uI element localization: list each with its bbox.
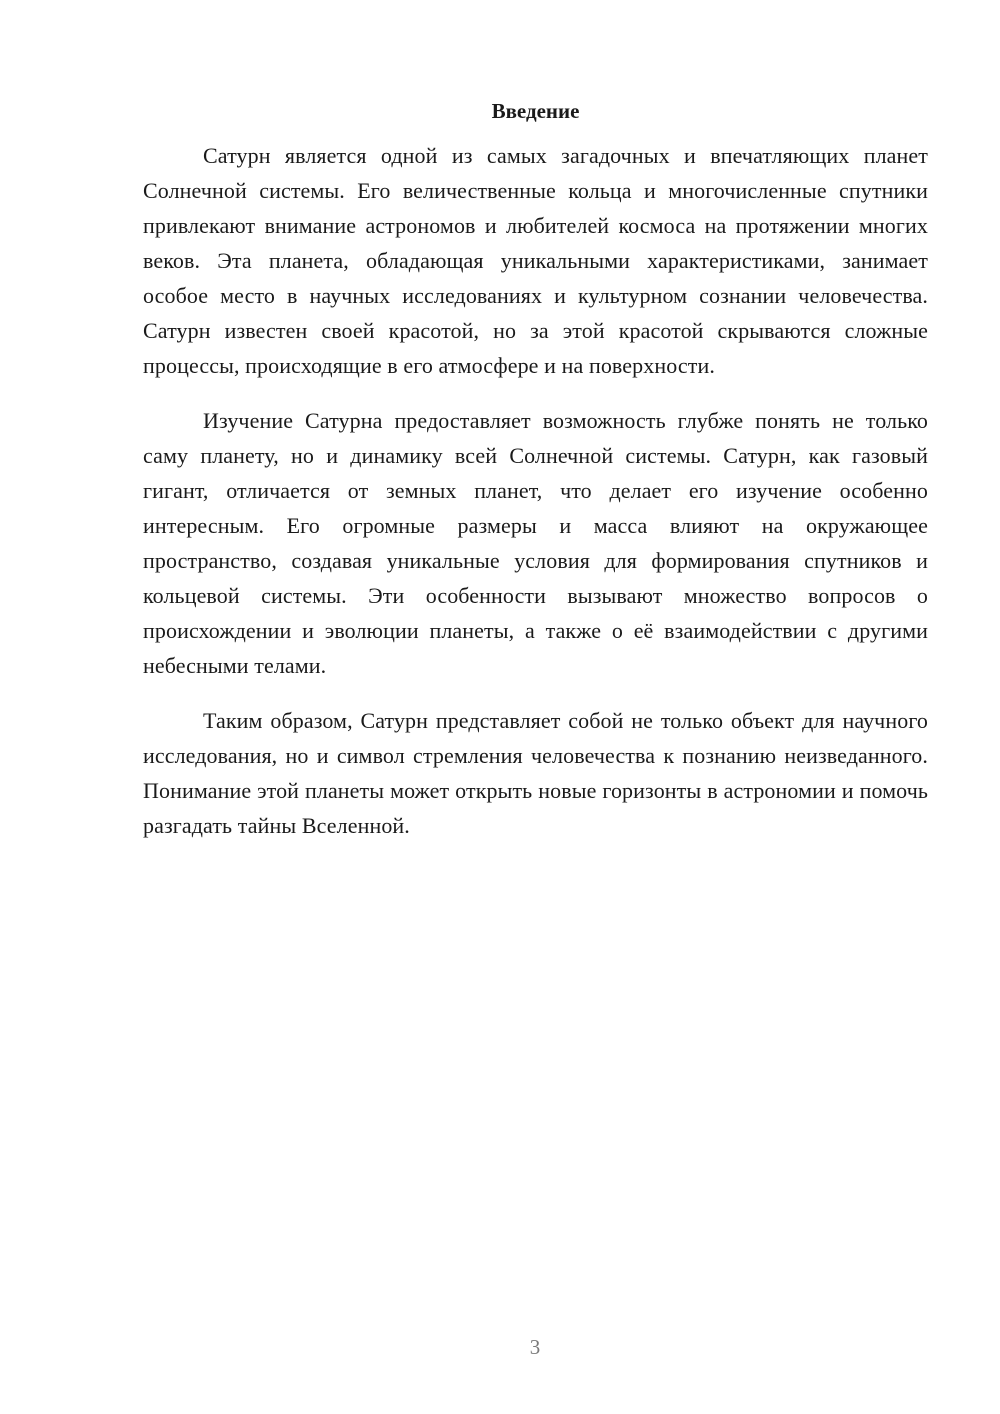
paragraph-2: Изучение Сатурна предоставляет возможность глубже понять не только саму планету, но и динамику всей Солнечной системы. Сатурн, как газовый гигант, отличается от земных планет, что делает его изучение особенно интересным. Его огромные размеры и масса влияют на окружающее пространство, создавая уникальные условия для формирования спутников и кольцевой системы. Эти особенности вызывают множество вопросов о происхождении и эволюции планеты, а также о её взаимодействии с другими небесными телами. — [143, 408, 928, 678]
page-content — [143, 96, 928, 863]
section-heading: Введение — [491, 99, 580, 123]
paragraph-1: Сатурн является одной из самых загадочных и впечатляющих планет Солнечной системы. Его величественные кольца и многочисленные спутники привлекают внимание астрономов и любителей космоса на протяжении многих веков. Эта планета, обладающая уникальными характеристиками, занимает особое место в научных исследованиях и культурном сознании человечества. Сатурн известен своей красотой, но за этой красотой скрываются сложные процессы, происходящие в его атмосфере и на поверхности. — [143, 143, 928, 378]
page-number: 3 — [529, 1335, 541, 1359]
paragraph-3: Таким образом, Сатурн представляет собой не только объект для научного исследования, но и символ стремления человечества к познанию неизведанного. Понимание этой планеты может открыть новые горизонты в астрономии и помочь разгадать тайны Вселенной. — [143, 708, 928, 838]
